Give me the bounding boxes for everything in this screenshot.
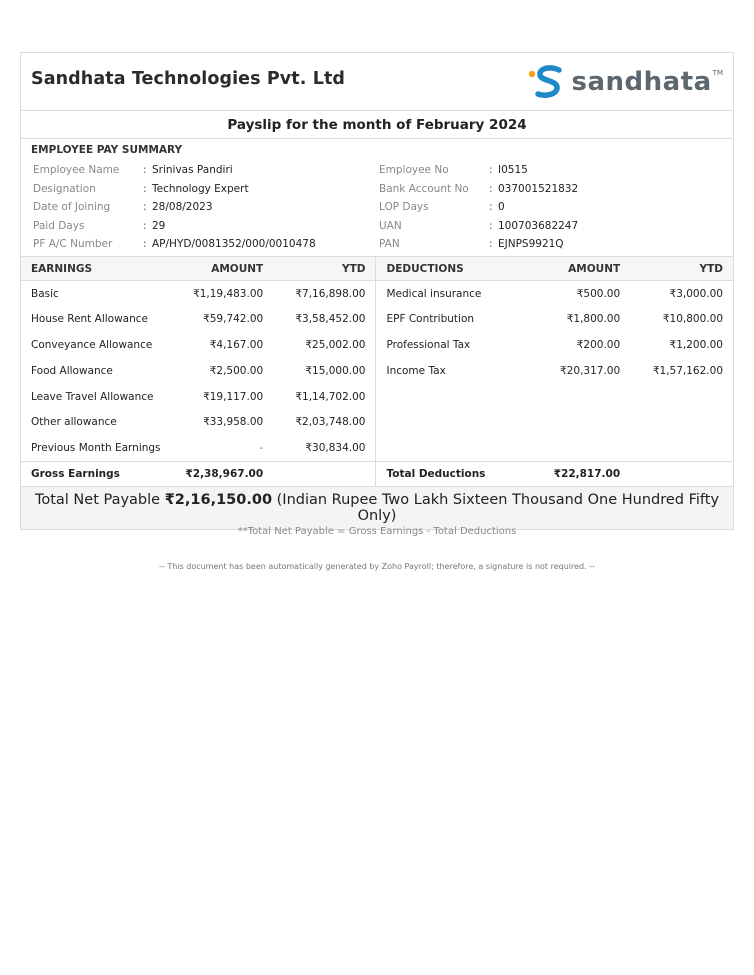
table-row: Food Allowance ₹2,500.00 ₹15,000.00 Income Tax ₹20,317.00 ₹1,57,162.00 [21,358,733,384]
payslip [20,52,734,538]
net-payable-amount: ₹2,16,150.00 [164,492,273,509]
earnings-amount-header: AMOUNT [175,257,273,281]
payslip-header [21,53,733,111]
totals-row [21,461,733,486]
summary-row: Date of Joining : 28/08/2023 [33,201,213,214]
net-payable-label: Total Net Payable [34,492,161,509]
payslip-title: Payslip for the month of February 2024 [21,111,733,139]
deductions-amount-header: AMOUNT [532,257,630,281]
table-row: Leave Travel Allowance ₹19,117.00 ₹1,14,702.00 [21,384,733,410]
summary-row: LOP Days : 0 [379,201,505,214]
deductions-header: DEDUCTIONS [376,257,532,281]
table-row: Other allowance ₹33,958.00 ₹2,03,748.00 [21,409,733,435]
summary-right-column [379,161,578,254]
summary-row: Paid Days : 29 [33,219,166,232]
sandhata-s-icon [526,63,570,101]
gross-earnings-label: Gross Earnings [21,461,175,486]
logo-trademark: TM [712,69,723,77]
table-header-row [21,257,733,281]
earnings-deductions-table [21,256,733,486]
total-deductions-label: Total Deductions [376,461,532,486]
net-payable-section [21,486,733,538]
net-payable-line [21,487,733,524]
summary-row: Employee Name : Srinivas Pandiri [33,164,233,177]
company-logo [526,63,724,101]
logo-wordmark: sandhata [571,67,712,97]
table-row: Previous Month Earnings - ₹30,834.00 [21,435,733,461]
summary-row: PAN : EJNPS9921Q [379,238,564,251]
summary-row: UAN : 100703682247 [379,219,579,232]
footer-note: -- This document has been automatically generated by Zoho Payroll; therefore, a signature is not required. -- [159,562,595,571]
table-row: House Rent Allowance ₹59,742.00 ₹3,58,452.00 EPF Contribution ₹1,800.00 ₹10,800.00 [21,306,733,332]
net-payable-note: **Total Net Payable = Gross Earnings - Total Deductions [237,526,517,538]
company-name: Sandhata Technologies Pvt. Ltd [31,69,346,89]
table-row: Basic ₹1,19,483.00 ₹7,16,898.00 Medical insurance ₹500.00 ₹3,000.00 [21,281,733,307]
earnings-header: EARNINGS [21,257,175,281]
earnings-ytd-header: YTD [273,257,376,281]
summary-row: Designation : Technology Expert [33,182,249,195]
table-row: Conveyance Allowance ₹4,167.00 ₹25,002.00 Professional Tax ₹200.00 ₹1,200.00 [21,332,733,358]
summary-left-column [33,161,316,254]
summary-title: EMPLOYEE PAY SUMMARY [31,144,183,156]
deductions-ytd-header: YTD [630,257,733,281]
summary-row: Bank Account No : 037001521832 [379,182,579,195]
summary-row: Employee No : I0515 [379,164,528,177]
summary-row: PF A/C Number : AP/HYD/0081352/000/0010478 [33,238,316,251]
gross-earnings-amount: ₹2,38,967.00 [175,461,273,486]
total-deductions-amount: ₹22,817.00 [532,461,630,486]
net-payable-words: (Indian Rupee Two Lakh Sixteen Thousand One Hundred Fifty Only) [276,492,720,525]
employee-pay-summary [21,139,733,256]
